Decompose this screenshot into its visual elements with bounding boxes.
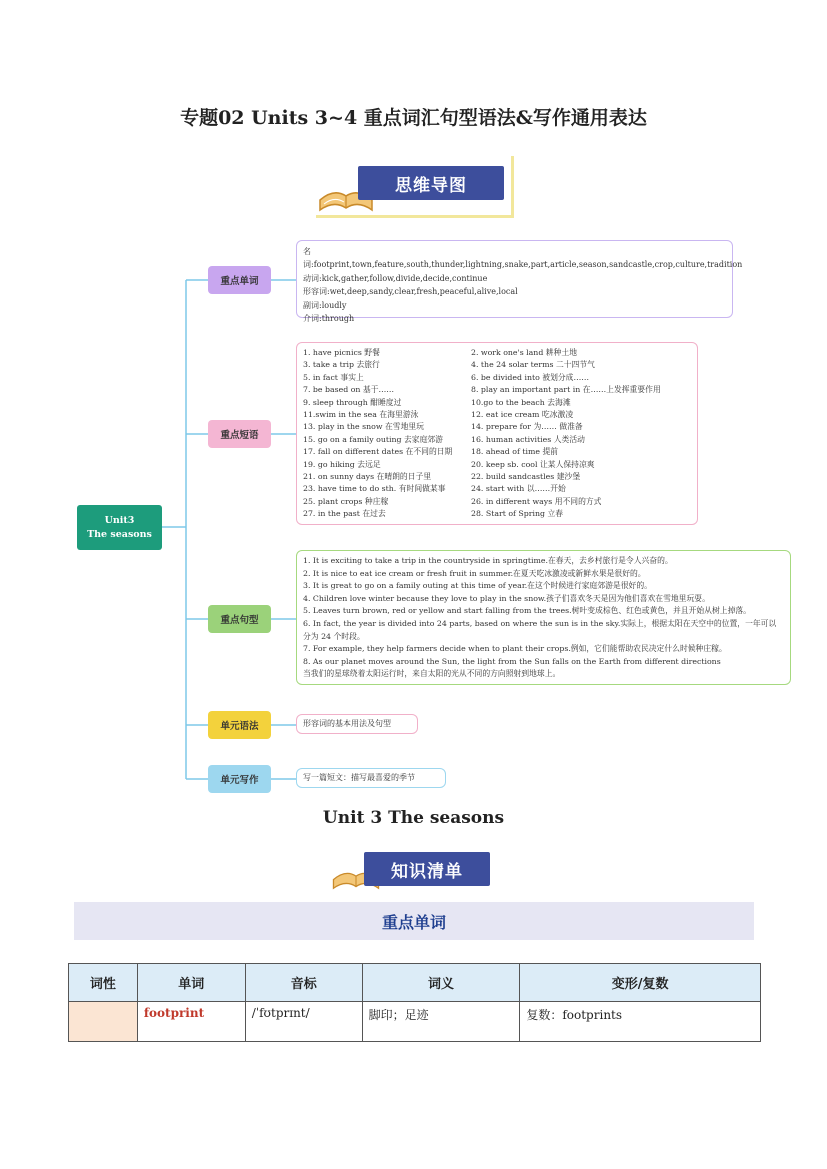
cell-forms: 复数：footprints — [520, 1002, 761, 1042]
phrase-item: 8. play an important part in 在……上发挥重要作用 — [471, 385, 661, 395]
cell-meaning: 脚印；足迹 — [362, 1002, 520, 1042]
grammar-box: 形容词的基本用法及句型 — [296, 714, 418, 734]
branch-writing: 单元写作 — [208, 765, 271, 793]
phrase-item: 20. keep sb. cool 让某人保持凉爽 — [471, 459, 595, 469]
cell-word: footprint — [137, 1002, 245, 1042]
phrase-item: 26. in different ways 用不同的方式 — [471, 496, 602, 506]
checklist-banner — [330, 848, 492, 894]
branch-key-phrases: 重点短语 — [208, 420, 271, 448]
col-header-meaning: 词义 — [362, 964, 520, 1002]
sentence-item: 4. Children love winter because they love to play in the snow.孩子们喜欢冬天是因为他们喜欢在雪地里玩耍。 — [303, 593, 710, 603]
col-header-forms: 变形/复数 — [520, 964, 761, 1002]
phrase-grid — [303, 347, 691, 521]
phrase-item: 5. in fact 事实上 — [303, 372, 364, 382]
vocab-table — [68, 963, 761, 1042]
branch-grammar: 单元语法 — [208, 711, 271, 739]
writing-box: 写一篇短文：描写最喜爱的季节 — [296, 768, 446, 788]
phrase-item: 17. fall on different dates 在不同的日期 — [303, 447, 453, 457]
phrase-item: 19. go hiking 去远足 — [303, 459, 381, 469]
key-words-box — [296, 240, 743, 324]
cell-pos — [69, 1002, 138, 1042]
key-phrases-box — [296, 342, 698, 525]
phrase-item: 1. have picnics 野餐 — [303, 348, 380, 357]
phrase-item: 9. sleep through 酣睡度过 — [303, 397, 402, 407]
cell-phonetic: /ˈfʊtprɪnt/ — [245, 1002, 362, 1042]
phrase-item: 3. take a trip 去旅行 — [303, 360, 380, 370]
phrase-item: 13. play in the snow 在雪地里玩 — [303, 422, 424, 432]
col-header-phonetic: 音标 — [245, 964, 362, 1002]
branch-key-sentences: 重点句型 — [208, 605, 271, 633]
word-line: 动词:kick,gather,follow,divide,decide,continue — [303, 273, 488, 283]
phrase-item: 24. start with 以……开始 — [471, 484, 566, 494]
checklist-banner-label: 知识清单 — [364, 852, 490, 886]
phrase-item: 21. on sunny days 在晴朗的日子里 — [303, 472, 432, 482]
sentence-item: 当我们的星球绕着太阳运行时，来自太阳的光从不同的方向照射到地球上。 — [303, 669, 561, 679]
root-line-1: Unit3 — [104, 514, 135, 526]
word-line: 介词:through — [303, 314, 355, 324]
phrase-item: 22. build sandcastles 建沙堡 — [471, 472, 581, 482]
sentence-item: 7. For example, they help farmers decide when to plant their crops.例如，它们能帮助农民决定什么时候种庄稼。 — [303, 644, 727, 654]
branch-key-words: 重点单词 — [208, 266, 271, 294]
col-header-pos: 词性 — [69, 964, 138, 1002]
unit-title: Unit 3 The seasons — [322, 808, 505, 828]
phrase-item: 16. human activities 人类活动 — [471, 434, 585, 444]
phrase-item: 28. Start of Spring 立春 — [471, 509, 564, 519]
phrase-item: 11.swim in the sea 在海里游泳 — [303, 410, 419, 420]
sentence-item: 8. As our planet moves around the Sun, the light from the Sun falls on the Earth from different directions — [303, 656, 721, 666]
phrase-item: 10.go to the beach 去海滩 — [471, 397, 571, 407]
phrase-item: 6. be divided into 被划分成…… — [471, 372, 590, 382]
sentence-item: 6. In fact, the year is divided into 24 parts, based on where the sun is in the sky.实际上，根据太阳在天空中的位置，一年可以分为 24 个时段。 — [303, 618, 777, 641]
phrase-item: 18. ahead of time 提前 — [471, 447, 559, 457]
sentence-item: 5. Leaves turn brown, red or yellow and start falling from the trees.树叶变成棕色、红色或黄色，并且开始从树上掉落。 — [303, 606, 751, 616]
mindmap-root — [77, 505, 162, 550]
word-line: 形容词:wet,deep,sandy,clear,fresh,peaceful,alive,local — [303, 287, 518, 297]
mindmap-banner-label: 思维导图 — [358, 166, 504, 200]
phrase-item: 7. be based on 基于…… — [303, 385, 395, 395]
phrase-item: 23. have time to do sth. 有时间做某事 — [303, 484, 446, 494]
phrase-item: 27. in the past 在过去 — [303, 509, 386, 519]
word-line: 名词:footprint,town,feature,south,thunder,lightning,snake,part,article,season,sandcastle,crop,culture,tradition — [303, 247, 743, 270]
phrase-item: 12. eat ice cream 吃冰激凌 — [471, 410, 574, 420]
phrase-item: 14. prepare for 为…… 做准备 — [471, 422, 583, 432]
phrase-item: 15. go on a family outing 去家庭郊游 — [303, 434, 443, 444]
col-header-word: 单词 — [137, 964, 245, 1002]
table-row — [69, 1002, 761, 1042]
root-line-2: The seasons — [87, 528, 152, 540]
key-sentences-box — [296, 550, 791, 685]
sentence-item: 1. It is exciting to take a trip in the countryside in springtime.在春天，去乡村旅行是令人兴奋的。 — [303, 556, 673, 565]
word-line: 副词:loudly — [303, 300, 347, 310]
section-header: 重点单词 — [74, 902, 754, 940]
phrase-item: 4. the 24 solar terms 二十四节气 — [471, 360, 595, 370]
sentence-item: 3. It is great to go on a family outing at this time of year.在这个时候进行家庭郊游是很好的。 — [303, 581, 652, 591]
document-title: 专题02 Units 3~4 重点词汇句型语法&写作通用表达 — [180, 107, 647, 129]
sentence-item: 2. It is nice to eat ice cream or fresh fruit in summer.在夏天吃冰激凌或新鲜水果是很好的。 — [303, 568, 646, 578]
phrase-item: 2. work one's land 耕种土地 — [471, 348, 577, 357]
table-header-row — [69, 964, 761, 1002]
phrase-item: 25. plant crops 种庄稼 — [303, 496, 389, 506]
